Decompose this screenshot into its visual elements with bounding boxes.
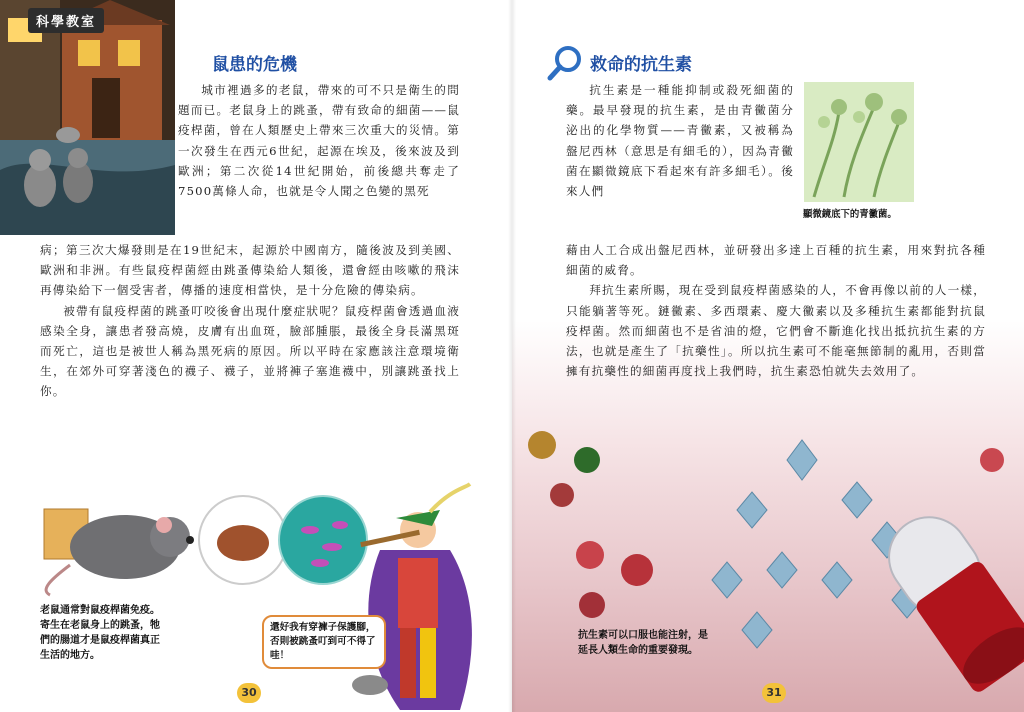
section-badge: 科學教室: [28, 8, 104, 33]
right-paragraph-1-bottom: 藉由人工合成出盤尼西林，並研發出多達上百種的抗生素，用來對抗各種細菌的威脅。: [566, 243, 986, 278]
left-paragraph-1-top: 城市裡過多的老鼠，帶來的可不只是衛生的問題而已。老鼠身上的跳蚤，帶有致命的細菌——鼠疫桿菌，曾在人類歷史上帶來三次重大的災情。第一次發生在西元6世紀，起源在埃及，後來波及到歐洲；第二次從14世紀開始，前後總共奪走了7500萬條人命，也就是令人聞之色變的黑死: [178, 83, 460, 199]
right-paragraph-2: 拜抗生素所賜，現在受到鼠疫桿菌感染的人，不會再像以前的人一樣，只能躺著等死。鏈黴素、多西環素、慶大黴素以及多種抗生素都能對抗鼠疫桿菌。然而細菌也不是省油的燈，它們會不斷進化找出抵抗抗生素的方法，也就是產生了「抗藥性」。所以抗生素可不能毫無節制的亂用，否則當擁有抗藥性的細菌再度找上我們時，抗生素恐怕就失去效用了。: [566, 283, 986, 379]
right-body-bottom: [566, 240, 986, 381]
page-number-left: 30: [237, 683, 261, 703]
pied-piper-illustration: [340, 480, 490, 712]
rat-flea-bacteria-illustration: [40, 485, 370, 600]
left-body-bottom: [40, 240, 460, 402]
left-paragraph-1-bottom: 病；第三次大爆發則是在19世紀末，起源於中國南方，隨後波及到美國、歐洲和非洲。有些鼠疫桿菌經由跳蚤傳染給人類後，還會經由咳嗽的飛沫再傳染給下一個受害者，傳播的速度相當快，是十分危險的傳染病。: [40, 243, 460, 298]
magnifier-icon: [546, 44, 584, 82]
left-body-top: [178, 80, 460, 201]
antibiotic-capsule-illustration: [512, 400, 1024, 712]
right-page-title: 救命的抗生素: [590, 55, 692, 75]
right-paragraph-1-top: 抗生素是一種能抑制或殺死細菌的藥。最早發現的抗生素，是由青黴菌分泌出的化學物質——青黴素，又被稱為盤尼西林（意思是有細毛的），因為青黴菌在顯微鏡底下看起來有許多細毛）。後來人們: [566, 83, 794, 199]
caption-mold: 顯微鏡底下的青黴菌。: [803, 209, 897, 220]
left-page-title: 鼠患的危機: [212, 55, 297, 75]
right-page: [512, 0, 1024, 712]
book-gutter: [508, 0, 516, 712]
right-body-top: [566, 80, 794, 201]
penicillium-image: [804, 82, 914, 202]
left-paragraph-2: 被帶有鼠疫桿菌的跳蚤叮咬後會出現什麼症狀呢？鼠疫桿菌會透過血液感染全身，讓患者發高燒，皮膚有出血斑，臉部腫脹，最後全身長滿黑斑而死亡，這也是被世人稱為黑死病的原因。所以平時在家應該注意環境衛生，在郊外可穿著淺色的襪子、襪子，並將褲子塞進襪中，別讓跳蚤找上你。: [40, 303, 460, 399]
page-number-right: 31: [762, 683, 786, 703]
caption-pill: 抗生素可以口服也能注射，是延長人類生命的重要發現。: [578, 630, 708, 656]
speech-bubble: 還好我有穿褲子保護腳，否則被跳蚤叮到可不得了哇！: [262, 615, 386, 669]
caption-rat: 老鼠通常對鼠疫桿菌免疫。寄生在老鼠身上的跳蚤，牠們的腸道才是鼠疫桿菌真正生活的地方。: [40, 605, 160, 661]
house-rats-illustration: [0, 0, 175, 235]
